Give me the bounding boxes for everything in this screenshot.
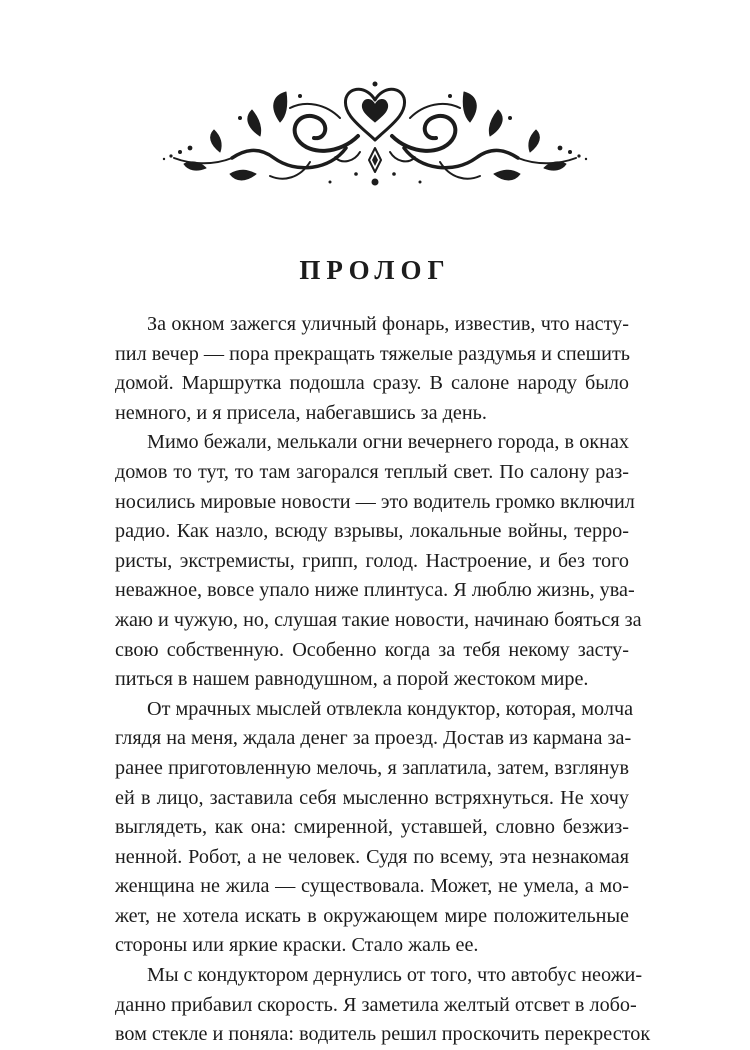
text-line: стороны или яркие краски. Стало жаль ее. <box>115 934 479 957</box>
text-line: неважное, вовсе упало ниже плинтуса. Я люблю жизнь, ува- <box>115 579 635 602</box>
text-line: женщина не жила — существовала. Может, не умела, а мо- <box>115 875 629 898</box>
text-line: жет, не хотела искать в окружающем мире положительные <box>115 904 629 927</box>
text-line: вом стекле и поняла: водитель решил проскочить перекресток <box>115 1023 651 1046</box>
text-line: глядя на меня, ждала денег за проезд. Достав из кармана за- <box>115 727 632 750</box>
text-line: свою собственную. Особенно когда за тебя некому засту- <box>115 638 629 661</box>
paragraph <box>115 961 651 1050</box>
paragraph <box>115 310 629 428</box>
chapter-body <box>115 310 651 1050</box>
text-line: ей в лицо, заставила себя мысленно встряхнуться. Не хочу <box>115 786 629 809</box>
text-line: радио. Как назло, всюду взрывы, локальные войны, терро- <box>115 520 629 543</box>
chapter-title: ПРОЛОГ <box>299 255 451 285</box>
text-line: домов то тут, то там загорался теплый свет. По салону раз- <box>115 460 629 483</box>
text-line: жаю и чужую, но, слушая такие новости, начинаю бояться за <box>115 608 642 631</box>
text-line: ненной. Робот, а не человек. Судя по всему, эта незнакомая <box>115 845 629 868</box>
text-line: За окном зажегся уличный фонарь, известив, что насту- <box>147 313 629 335</box>
heart-swirl-flourish-icon <box>160 78 590 196</box>
text-line: данно прибавил скорость. Я заметила желтый отсвет в лобо- <box>115 993 637 1016</box>
paragraph <box>115 695 634 961</box>
text-line: питься в нашем равнодушном, а порой жестоком мире. <box>115 668 589 691</box>
text-line: носились мировые новости — это водитель громко включил <box>115 490 635 513</box>
text-line: Мимо бежали, мелькали огни вечернего города, в окнах <box>147 431 629 454</box>
text-line: выглядеть, как она: смиренной, уставшей, словно безжиз- <box>115 816 629 839</box>
text-line: пил вечер — пора прекращать тяжелые раздумья и спешить <box>115 342 631 365</box>
text-line: домой. Маршрутка подошла сразу. В салоне народу было <box>115 372 629 395</box>
paragraph <box>115 428 642 694</box>
text-line: немного, и я присела, набегавшись за день. <box>115 401 487 424</box>
text-line: ристы, экстремисты, грипп, голод. Настроение, и без того <box>115 549 629 572</box>
text-line: От мрачных мыслей отвлекла кондуктор, которая, молча <box>147 697 634 720</box>
text-line: ранее приготовленную мелочь, я заплатила, затем, взглянув <box>115 756 629 779</box>
text-line: Мы с кондуктором дернулись от того, что автобус неожи- <box>147 964 643 987</box>
